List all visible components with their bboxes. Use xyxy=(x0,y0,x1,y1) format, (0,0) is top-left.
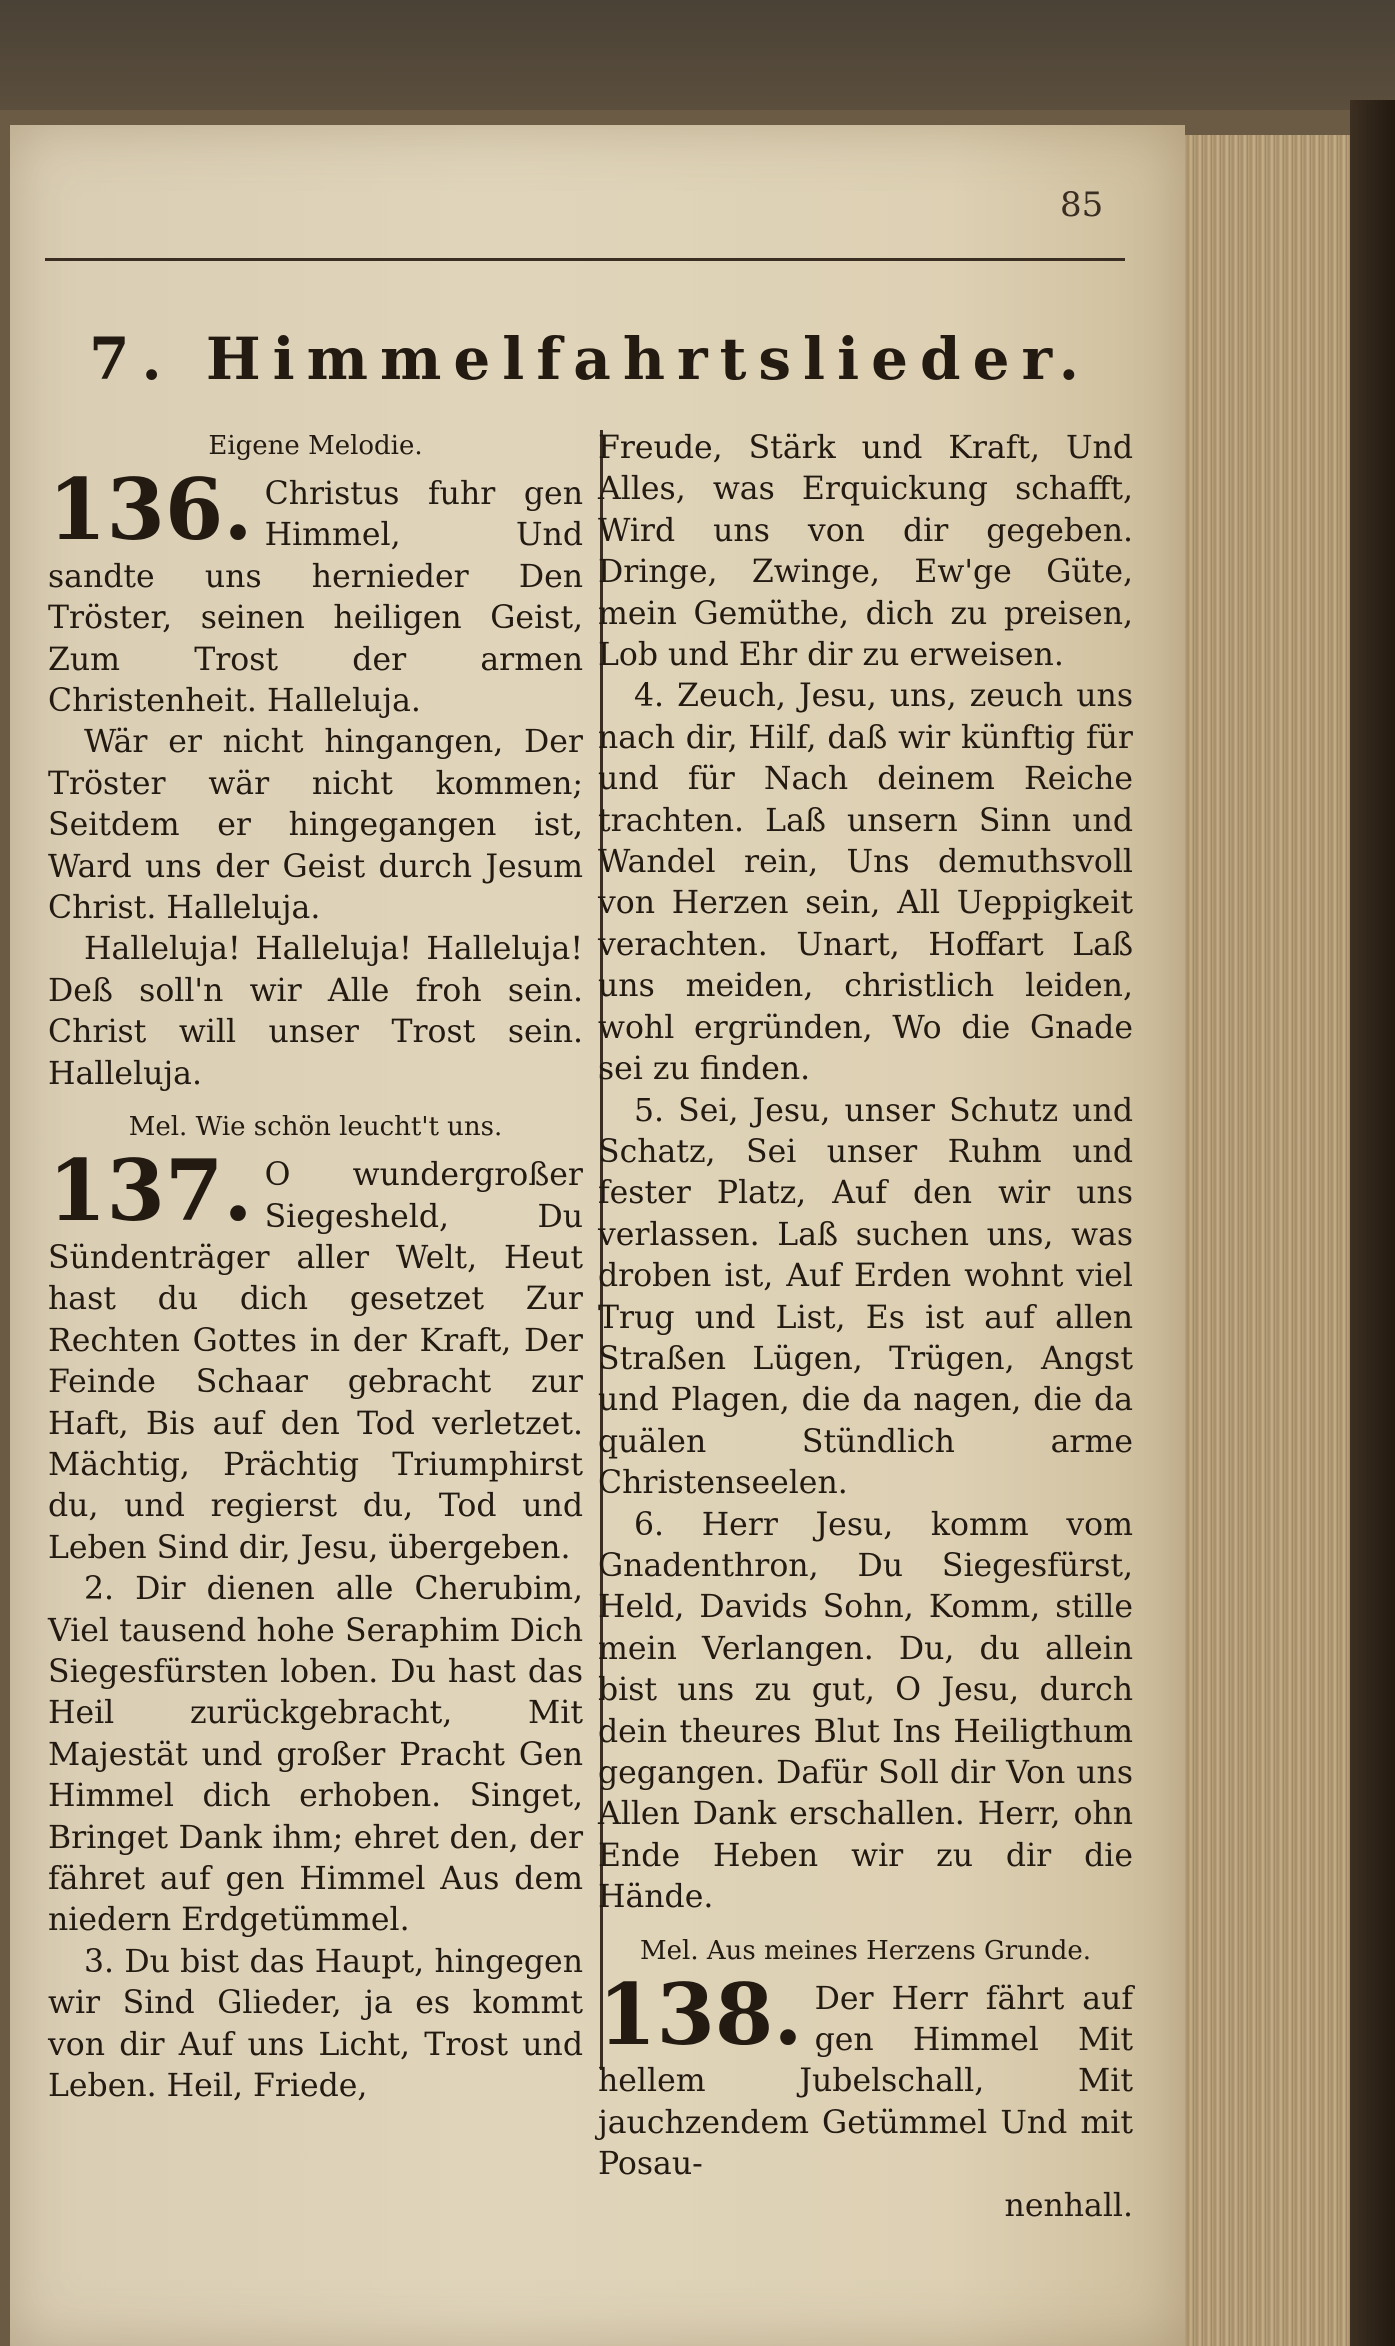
hymn-137-verse-3: 3. Du bist das Haupt, hingegen wir Sind Glieder, ja es kommt von dir Auf uns Licht, Trost und Leben. Heil, Friede, xyxy=(48,1943,583,2105)
verse-text: Der Herr fährt auf gen Himmel Mit hellem Jubelschall, Mit jauchzendem Getümmel Und mit Posau- xyxy=(598,1980,1133,2183)
hymn-137-verse-6: 6. Herr Jesu, komm vom Gnadenthron, Du Siegesfürst, Held, Davids Sohn, Komm, stille mein Verlangen. Du, du allein bist uns zu gut, O Jesu, durch dein theures Blut Ins Heiligthum gegangen. Dafür Soll dir Von uns Allen Dank erschallen. Herr, ohn Ende Heben wir zu dir die Hände. xyxy=(598,1506,1133,1916)
header-rule xyxy=(45,258,1125,261)
hymn-137-verse-5: 5. Sei, Jesu, unser Schutz und Schatz, Sei unser Ruhm und fester Platz, Auf den wir uns verlassen. Laß suchen uns, was droben ist, Auf Erden wohnt viel Trug und List, Es ist auf allen Straßen Lügen, Trügen, Angst und Plagen, die da nagen, die da quälen Stündlich arme Christenseelen. xyxy=(598,1092,1133,1502)
melody-line: Mel. Wie schön leucht't uns. xyxy=(128,1112,503,1143)
hymn-number: 138. xyxy=(598,1964,803,2064)
hymn-138-verse-1 xyxy=(598,1964,1133,2186)
hymn-number: 136. xyxy=(48,460,253,559)
hymn-137-verse-4: 4. Zeuch, Jesu, uns, zeuch uns nach dir, Hilf, daß wir künftig für und für Nach deinem Reiche trachten. Laß unsern Sinn und Wandel rein, Uns demuthsvoll von Herzen sein, All Ueppigkeit verachten. Unart, Hoffart Laß uns meiden, christlich leiden, wohl ergründen, Wo die Gnade sei zu finden. xyxy=(598,678,1133,1088)
hymn-136-verse-2: Wär er nicht hingangen, Der Tröster wär nicht kommen; Seitdem er hingegangen ist, Ward uns der Geist durch Jesum Christ. Halleluja. xyxy=(48,724,583,927)
verse-text: Christus fuhr gen Himmel, Und sandte uns hernieder Den Tröster, seinen heiligen Geist, Zum Trost der armen Christenheit. Halleluja. xyxy=(48,476,583,720)
book-cover xyxy=(1350,100,1395,2346)
melody-line: Mel. Aus meines Herzens Grunde. xyxy=(640,1935,1091,1966)
backdrop xyxy=(0,0,1395,110)
page-number: 85 xyxy=(1060,185,1104,225)
hymn-136-verse-1 xyxy=(48,460,583,722)
right-column xyxy=(598,428,1133,2227)
left-column xyxy=(48,428,583,2107)
page-edges xyxy=(1185,135,1350,2346)
hymn-number: 137. xyxy=(48,1141,253,1241)
hymn-138-verse-1-end: nenhall. xyxy=(1004,2187,1133,2224)
hymn-137-verse-1 xyxy=(48,1141,583,1569)
hymn-136-verse-3: Halleluja! Halleluja! Halleluja! Deß soll'n wir Alle froh sein. Christ will unser Trost sein. Halleluja. xyxy=(48,931,583,1092)
verse-text: O wundergroßer Siegesheld, Du Sündenträger aller Welt, Heut hast du dich gesetzet Zur Rechten Gottes in der Kraft, Der Feinde Schaar gebracht zur Haft, Bis auf den Tod verletzet. Mächtig, Prächtig Triumphirst du, und regierst du, Tod und Leben Sind dir, Jesu, übergeben. xyxy=(48,1157,583,1566)
chapter-title: 7. Himmelfahrtslieder. xyxy=(89,325,1091,393)
hymn-137-verse-2: 2. Dir dienen alle Cherubim, Viel tausend hohe Seraphim Dich Siegesfürsten loben. Du hast das Heil zurückgebracht, Mit Majestät und großer Pracht Gen Himmel dich erhoben. Singet, Bringet Dank ihm; ehret den, der fähret auf gen Himmel Aus dem niedern Erdgetümmel. xyxy=(48,1571,583,1939)
melody-line: Eigene Melodie. xyxy=(208,431,423,461)
hymn-137-verse-3-continued: Freude, Stärk und Kraft, Und Alles, was Erquickung schafft, Wird uns von dir gegeben. Dringe, Zwinge, Ew'ge Güte, mein Gemüthe, dich zu preisen, Lob und Ehr dir zu erweisen. xyxy=(598,430,1133,674)
